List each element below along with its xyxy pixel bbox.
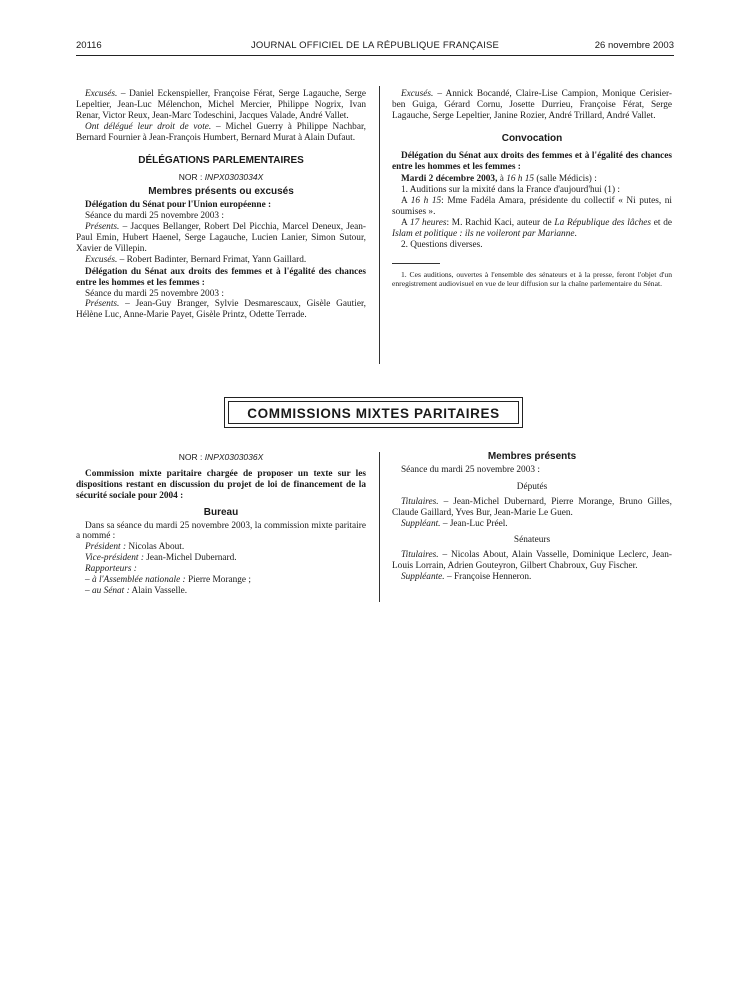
senateurs-suppleante-label: Suppléante. xyxy=(401,572,445,583)
left-column-top xyxy=(76,89,366,321)
item1b-text2: et de xyxy=(650,218,672,229)
membres-presents-title: Membres présents xyxy=(487,451,577,462)
vice-president-line xyxy=(76,553,366,564)
right-column-top xyxy=(392,89,672,288)
item1a-pre: A xyxy=(401,196,411,207)
banner-title: COMMISSIONS MIXTES PARITAIRES xyxy=(228,401,519,424)
union-delegation-title: Délégation du Sénat pour l'Union européenne : xyxy=(85,200,272,211)
president-line xyxy=(76,542,366,553)
column-divider-top xyxy=(379,86,380,364)
delegations-title: DÉLÉGATIONS PARLEMENTAIRES xyxy=(138,154,304,166)
left-column-bottom xyxy=(76,452,366,597)
deputes-title: Députés xyxy=(516,481,548,492)
nor-label: NOR : xyxy=(178,172,205,183)
rapporteur-senat-label: – au Sénat : xyxy=(85,585,130,596)
union-presents xyxy=(76,222,366,255)
senateurs-suppleante-name: – Françoise Henneron. xyxy=(444,572,532,583)
rapporteur-an-line xyxy=(76,575,366,586)
convocation-date xyxy=(392,174,672,185)
right-column-bottom xyxy=(392,452,672,583)
column-divider-bottom xyxy=(379,452,380,602)
nor-code-cmp: INPX0303036X xyxy=(204,452,264,462)
deputes-titulaires xyxy=(392,497,672,519)
femmes-presents xyxy=(76,299,366,321)
deputes-suppleant-name: – Jean-Luc Préel. xyxy=(440,518,508,529)
vice-president-label: Vice-président : xyxy=(85,553,144,564)
union-excuses-names: – Robert Badinter, Bernard Frimat, Yann Gaillard. xyxy=(117,254,307,265)
nor-code: INPX0303034X xyxy=(204,172,264,183)
rapporteur-senat-line xyxy=(76,586,366,597)
vice-president-name: Jean-Michel Dubernard. xyxy=(143,553,237,564)
rapporteur-senat-name: Alain Vasselle. xyxy=(129,585,188,596)
agenda-item-1b xyxy=(392,218,672,240)
nor-label-cmp: NOR : xyxy=(178,452,205,462)
president-name: Nicolas About. xyxy=(126,542,185,553)
membres-title: Membres présents ou excusés xyxy=(148,186,294,198)
president-label: Président : xyxy=(85,542,127,553)
delegue-label: Ont délégué leur droit de vote. xyxy=(85,121,212,132)
senateurs-titulaires xyxy=(392,550,672,572)
section-banner xyxy=(224,397,523,428)
femmes-excuses-names: – Annick Bocandé, Claire-Lise Campion, Monique Cerisier-ben Guiga, Gérard Cornu, Josette Durrieu, Françoise Férat, Serge Lagauche, Serge Lepeltier, Janine Rozier, André Trillard, André Vallet. xyxy=(392,89,672,121)
femmes-seance: Séance du mardi 25 novembre 2003 : xyxy=(85,288,224,299)
item1b-pre: A xyxy=(401,218,410,229)
excuses-paragraph xyxy=(76,89,366,122)
bureau-title: Bureau xyxy=(203,506,239,518)
item1b-book2: Islam et politique : ils ne voileront par Marianne xyxy=(392,228,575,239)
union-seance: Séance du mardi 25 novembre 2003 : xyxy=(85,211,224,222)
union-excuses-label: Excusés. xyxy=(85,254,118,265)
femmes-presents-label: Présents. xyxy=(85,299,120,310)
item1b-time: 17 heures xyxy=(409,218,447,229)
cmp-title: Commission mixte paritaire chargée de proposer un texte sur les dispositions restant en discussion du projet de loi de financement de la sécurité sociale pour 2004 : xyxy=(76,468,366,501)
journal-title: JOURNAL OFFICIEL DE LA RÉPUBLIQUE FRANÇAISE xyxy=(250,40,500,51)
femmes-excuses-label: Excusés. xyxy=(401,89,434,99)
header-rule xyxy=(76,55,674,56)
item1b-text1: : M. Rachid Kaci, auteur de xyxy=(446,218,555,229)
rapporteur-an-label: – à l'Assemblée nationale : xyxy=(85,575,186,586)
convocation-date-bold: Mardi 2 décembre 2003, xyxy=(401,174,498,185)
agenda-item-2: 2. Questions diverses. xyxy=(401,239,483,250)
delegue-names: – Michel Guerry à Philippe Nachbar, Bernard Fournier à Jean-François Humbert, Bernard Murat à Alain Dufaut. xyxy=(76,121,366,143)
page-number: 20116 xyxy=(76,40,102,51)
senateurs-suppleante xyxy=(392,572,672,583)
rapporteur-an-name: Pierre Morange ; xyxy=(185,575,251,586)
nor-reference xyxy=(76,172,366,183)
femmes-presents-names: – Jean-Guy Branger, Sylvie Desmarescaux, Gisèle Gautier, Hélène Luc, Anne-Marie Payet, Gisèle Printz, Odette Terrade. xyxy=(76,299,366,321)
excuses-names: – Daniel Eckenspieller, Françoise Férat, Serge Lagauche, Serge Lepeltier, Jean-Luc Mélenchon, Michel Mercier, Philippe Nogrix, Ivan Renar, Victor Reux, Jean-Marc Todeschini, Jacques Valade, André Vallet. xyxy=(76,89,366,121)
bureau-text: Dans sa séance du mardi 25 novembre 2003, la commission mixte paritaire a nommé : xyxy=(76,520,366,542)
footnote: 1. Ces auditions, ouvertes à l'ensemble des sénateurs et à la presse, feront l'objet d'un enregistrement audiovisuel en vue de leur diffusion sur la chaîne parlementaire du Sénat. xyxy=(392,269,672,288)
issue-date: 26 novembre 2003 xyxy=(594,40,674,51)
deputes-suppleant-label: Suppléant. xyxy=(401,518,441,529)
delegue-paragraph xyxy=(76,122,366,144)
item1a-time: 16 h 15 xyxy=(410,196,442,207)
union-excuses xyxy=(76,255,366,266)
nor-reference-cmp xyxy=(76,452,366,463)
footnote-rule xyxy=(392,263,440,264)
convocation-delegation: Délégation du Sénat aux droits des femmes et à l'égalité des chances entre les hommes et les femmes : xyxy=(392,150,672,172)
agenda-item-1a xyxy=(392,196,672,218)
senateurs-titulaires-names: – Nicolas About, Alain Vasselle, Dominique Leclerc, Jean-Louis Lorrain, Adrien Gouteyron, Gilbert Chabroux, Guy Fischer. xyxy=(392,550,672,572)
femmes-excuses xyxy=(392,89,672,122)
senateurs-titulaires-label: Titulaires. xyxy=(401,550,439,561)
item1a-text: : Mme Fadéla Amara, présidente du collectif « Ni putes, ni soumises ». xyxy=(392,196,673,218)
convocation-date-a: à xyxy=(497,174,507,185)
rapporteurs-label: Rapporteurs : xyxy=(85,564,137,575)
item1b-book1: La République des lâches xyxy=(554,218,651,229)
deputes-titulaires-names: – Jean-Michel Dubernard, Pierre Morange, Bruno Gilles, Claude Gaillard, Yves Bur, Jean-Marie Le Guen. xyxy=(392,496,672,518)
union-presents-names: – Jacques Bellanger, Robert Del Picchia, Marcel Deneux, Jean-Paul Emin, Hubert Haenel, Serge Lagauche, Lucien Lanier, Simon Sutour, Xavier de Villepin. xyxy=(76,222,366,254)
union-presents-label: Présents. xyxy=(85,222,120,233)
deputes-titulaires-label: Titulaires. xyxy=(401,496,439,507)
deputes-suppleant xyxy=(392,519,672,530)
femmes-delegation-title: Délégation du Sénat aux droits des femmes et à l'égalité des chances entre les hommes et les femmes : xyxy=(76,266,366,288)
convocation-time: 16 h 15 xyxy=(506,174,535,185)
convocation-title: Convocation xyxy=(501,132,563,144)
page-header xyxy=(76,40,674,54)
item1b-end: . xyxy=(574,228,577,239)
convocation-room: (salle Médicis) : xyxy=(534,174,597,185)
excuses-label: Excusés. xyxy=(85,89,118,99)
cmp-seance: Séance du mardi 25 novembre 2003 : xyxy=(401,464,540,475)
agenda-item-1: 1. Auditions sur la mixité dans la France d'aujourd'hui (1) : xyxy=(401,185,620,196)
senateurs-title: Sénateurs xyxy=(513,535,551,546)
